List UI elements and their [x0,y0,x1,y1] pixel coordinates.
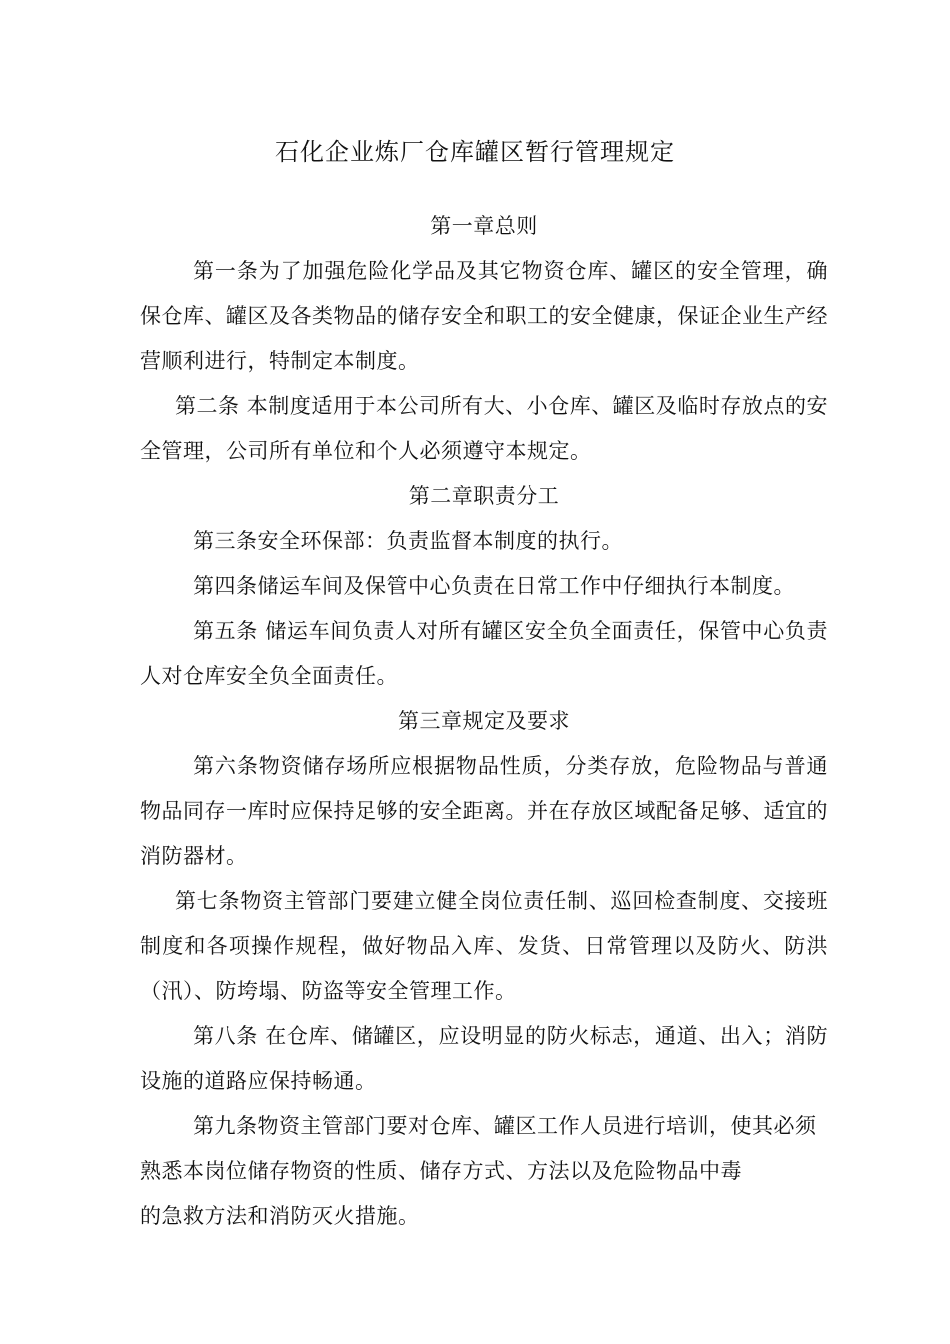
article-7: 第七条物资主管部门要建立健全岗位责任制、巡回检查制度、交接班制度和各项操作规程，做好物品入库、发货、日常管理以及防火、防洪（汛）、防垮塌、防盗等安全管理工作。 [140,889,828,1003]
article-4: 第四条储运车间及保管中心负责在日常工作中仔细执行本制度。 [193,574,795,598]
article-6: 第六条物资储存场所应根据物品性质，分类存放，危险物品与普通物品同存一库时应保持足够的安全距离。并在存放区域配备足够、适宜的消防器材。 [140,754,828,868]
article-5: 第五条 储运车间负责人对所有罐区安全负全面责任，保管中心负责人对仓库安全负全面责任。 [140,619,828,688]
chapter-3-heading: 第三章规定及要求 [398,709,570,733]
chapter-1-heading: 第一章总则 [430,214,538,238]
document-body [140,204,828,1239]
article-3: 第三条安全环保部：负责监督本制度的执行。 [193,529,623,553]
chapter-2-heading: 第二章职责分工 [408,484,560,508]
article-8: 第八条 在仓库、储罐区，应设明显的防火标志，通道、出入；消防设施的道路应保持畅通。 [140,1024,828,1093]
article-9-part-2: 的急救方法和消防灭火措施。 [140,1204,420,1228]
article-2: 第二条 本制度适用于本公司所有大、小仓库、罐区及临时存放点的安全管理，公司所有单位和个人必须遵守本规定。 [140,394,828,463]
document-title: 石化企业炼厂仓库罐区暂行管理规定 [275,138,675,166]
article-9-part-1: 第九条物资主管部门要对仓库、罐区工作人员进行培训，使其必须熟悉本岗位储存物资的性质、储存方式、方法以及危险物品中毒 [140,1114,817,1183]
article-1: 第一条为了加强危险化学品及其它物资仓库、罐区的安全管理，确保仓库、罐区及各类物品的储存安全和职工的安全健康，保证企业生产经营顺利进行，特制定本制度。 [140,259,828,373]
